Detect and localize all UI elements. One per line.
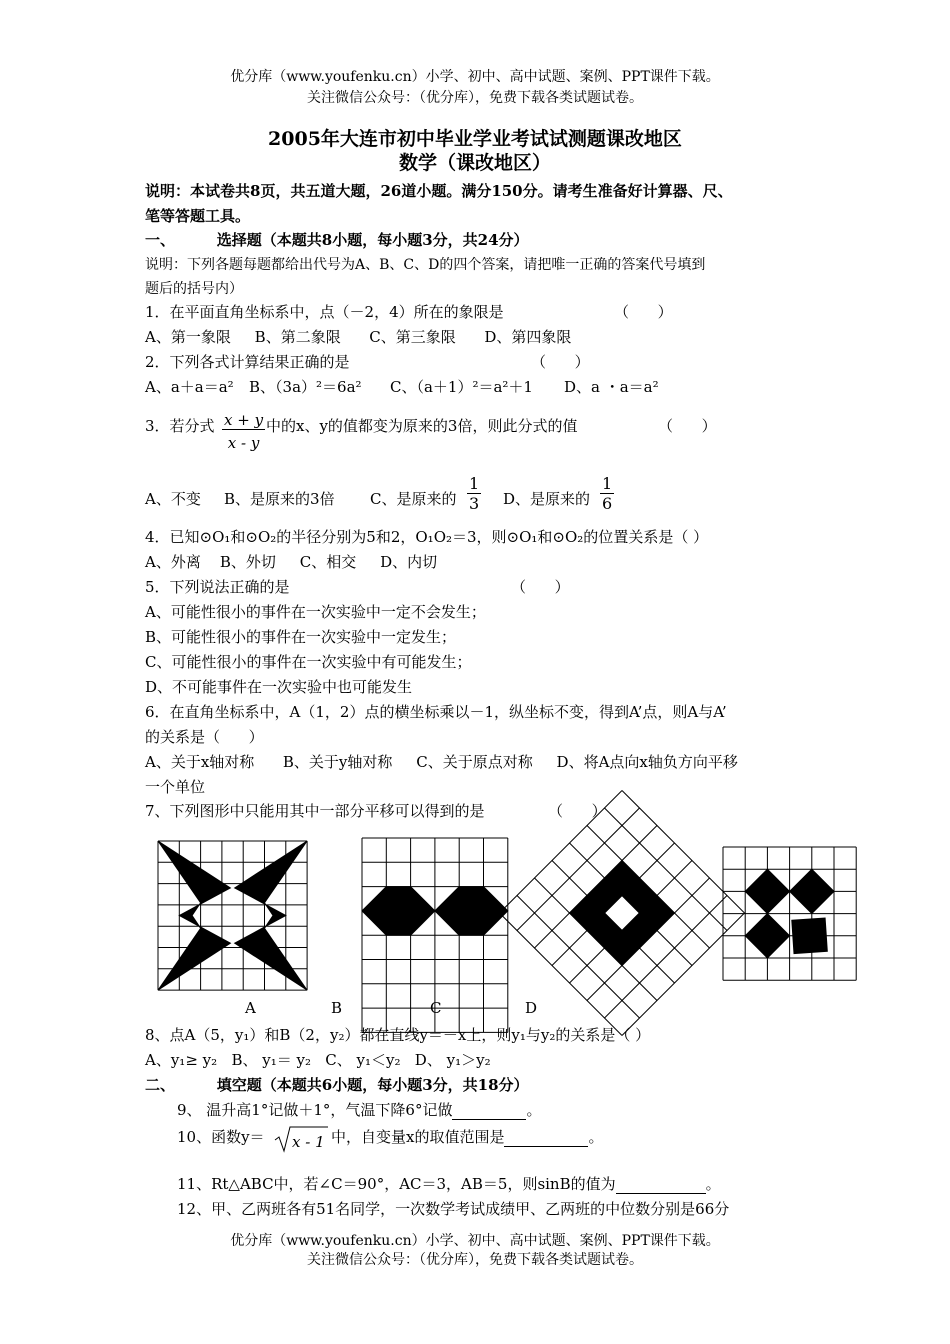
q5-answer-paren: （ ） [511, 578, 570, 596]
section-1-heading: 一、 选择题（本题共8小题，每小题3分，共24分） [145, 231, 529, 249]
q10-line [331, 1126, 603, 1147]
q10-answer-blank[interactable] [504, 1128, 588, 1147]
q11-end: 。 [705, 1175, 721, 1193]
figure-c-grid-line [622, 791, 745, 914]
figure-c-grid-line [570, 861, 693, 984]
figure-label-b: B [331, 999, 343, 1017]
figure-a [158, 841, 307, 990]
q5-option-c: C、可能性很小的事件在一次实验中有可能发生； [145, 653, 472, 671]
figure-c-grid-line [552, 843, 675, 966]
q3-option-a: A、不变 [145, 490, 201, 508]
q3-option-c-fraction [467, 474, 481, 513]
q7-answer-paren: （ ） [548, 802, 607, 820]
q7-stem: 7、下列图形中只能用其中一部分平移可以得到的是 [145, 802, 485, 820]
q9-line [177, 1099, 541, 1120]
header-line-2: 关注微信公众号：（优分库），免费下载各类试题试卷。 [307, 90, 643, 106]
q2-option-c: C、（a＋1）²＝a²＋1 [390, 378, 533, 396]
figure-c-grid-line [500, 913, 623, 1036]
q3-option-b: B、是原来的3倍 [224, 490, 335, 508]
figure-d [723, 847, 856, 980]
q3-stem-post: 中的x、y的值都变为原来的3倍，则此分式的值 [266, 417, 578, 435]
figure-c-grid-line [605, 808, 728, 931]
footer-line-2: 关注微信公众号：（优分库），免费下载各类试题试卷。 [307, 1252, 643, 1268]
page-subtitle: 数学（课改地区） [398, 152, 551, 174]
header-line-1: 优分库（www.youfenku.cn）小学、初中、高中试题、案例、PPT课件下载。 [230, 69, 720, 85]
q4-options: A、外离 B、外切 C、相交 D、内切 [145, 553, 438, 571]
q2-answer-paren: （ ） [531, 353, 590, 371]
q3-fraction-denominator: x - y [227, 434, 260, 452]
q4-stem: 4．已知⊙O₁和⊙O₂的半径分别为5和2，O₁O₂＝3，则⊙O₁和⊙O₂的位置关系是（ ） [145, 528, 709, 546]
figure-a-right-zigzag [235, 841, 307, 990]
figure-c-filled-cell [587, 878, 622, 913]
figure-c-grid-line [517, 808, 640, 931]
figure-c-filled-cell [622, 878, 657, 913]
figure-c-grid-line [587, 878, 710, 1001]
q2-option-a: A、a＋a＝a² [145, 378, 234, 396]
q2-option-d: D、a ・a＝a² [564, 378, 659, 396]
figure-c-filled-cell [587, 913, 622, 948]
q10-post: 中，自变量x的取值范围是 [331, 1128, 505, 1146]
figure-c-filled-cell [622, 913, 657, 948]
footer-line-1: 优分库（www.youfenku.cn）小学、初中、高中试题、案例、PPT课件下载。 [230, 1233, 720, 1249]
q3-option-c-numerator: 1 [469, 474, 480, 493]
q3-stem-pre: 3．若分式 [145, 417, 215, 435]
q2-stem: 2．下列各式计算结果正确的是 [145, 353, 350, 371]
figure-d-diamond-top-left [745, 869, 789, 913]
q5-option-d: D、不可能事件在一次实验中也可能发生 [145, 678, 413, 696]
figure-c-grid-line [535, 826, 658, 949]
q5-option-b: B、可能性很小的事件在一次实验中一定发生； [145, 628, 457, 646]
figure-c-filled-cell [605, 861, 640, 896]
figure-c-filled-cell [605, 931, 640, 966]
figure-d-diamond-bottom-left [745, 914, 789, 958]
q6-line-4: 一个单位 [145, 778, 206, 796]
q2-option-b: B、（3a）²＝6a² [249, 378, 362, 396]
q11-line [177, 1173, 721, 1194]
q3-option-d-denominator: 6 [602, 494, 613, 513]
section-1-note-2: 题后的括号内） [145, 281, 243, 297]
q6-line-1: 6．在直角坐标系中，A（1，2）点的横坐标乘以－1，纵坐标不变，得到A’点，则A与A’ [145, 703, 727, 721]
figure-d-diamond-top-right [790, 869, 834, 913]
q11-answer-blank[interactable] [616, 1175, 706, 1194]
q1-stem: 1．在平面直角坐标系中，点（－2，4）所在的象限是 [145, 303, 504, 321]
q3-option-d-fraction [600, 474, 614, 513]
q3-answer-paren: （ ） [658, 417, 717, 435]
figure-c-grid-line [535, 878, 658, 1001]
figure-c-grid-line [622, 913, 745, 1036]
q8-options: A、y₁≥ y₂ B、 y₁＝ y₂ C、 y₁＜y₂ D、 y₁＞y₂ [145, 1051, 491, 1069]
figure-c-grid-line [552, 861, 675, 984]
q3-option-c: C、是原来的 [370, 490, 457, 508]
q1-answer-paren: （ ） [614, 303, 673, 321]
intro-line-1: 说明：本试卷共8页，共五道大题，26道小题。满分150分。请考生准备好计算器、尺、 [145, 182, 733, 200]
section-2-heading: 二、 填空题（本题共6小题，每小题3分，共18分） [145, 1076, 529, 1094]
figure-label-c: C [430, 999, 442, 1017]
q6-line-2: 的关系是（ ） [145, 728, 264, 746]
q10-pre: 10、函数y＝ [177, 1128, 265, 1146]
q10-end: 。 [588, 1128, 604, 1146]
section-1-note-1: 说明：下列各题每题都给出代号为A、B、C、D的四个答案，请把唯一正确的答案代号填到 [145, 257, 706, 273]
q8-stem: 8、点A（5，y₁）和B（2，y₂）都在直线y＝－x上，则y₁与y₂的关系是（ ） [145, 1026, 651, 1044]
q3-option-d-numerator: 1 [602, 474, 613, 493]
intro-line-2: 笔等答题工具。 [145, 207, 251, 225]
q1-options: A、第一象限 B、第二象限 C、第三象限 D、第四象限 [145, 328, 572, 346]
q12-text: 12、甲、乙两班各有51名同学，一次数学考试成绩甲、乙两班的中位数分别是66分 [177, 1200, 730, 1218]
figure-c-filled-cell [640, 896, 675, 931]
page-title: 2005年大连市初中毕业学业考试试测题课改地区 [268, 128, 682, 150]
figure-label-a: A [245, 999, 256, 1017]
figure-c-grid-line [570, 843, 693, 966]
q3-option-c-denominator: 3 [469, 494, 480, 513]
figure-label-d: D [525, 999, 538, 1017]
q9-answer-blank[interactable] [452, 1101, 526, 1120]
q11-text: 11、Rt△ABC中，若∠C＝90°，AC＝3，AB＝5，则sinB的值为 [177, 1175, 616, 1193]
figure-c-grid-line [605, 896, 728, 1019]
q9-text: 9、 温升高1°记做＋1°，气温下降6°记做 [177, 1101, 453, 1119]
q9-end: 。 [526, 1101, 542, 1119]
figure-b-hexagon-right [435, 887, 508, 936]
q6-line-3: A、关于x轴对称 B、关于y轴对称 C、关于原点对称 D、将A点向x轴负方向平移 [145, 753, 738, 771]
q3-fraction [222, 411, 265, 452]
q3-option-d: D、是原来的 [503, 490, 591, 508]
figure-a-left-zigzag [158, 841, 230, 990]
figure-d-tilted-square [792, 918, 828, 954]
figure-b-hexagon-left [362, 887, 435, 936]
q10-radicand: x - 1 [292, 1133, 325, 1151]
q5-option-a: A、可能性很小的事件在一次实验中一定不会发生； [145, 603, 486, 621]
figure-c-grid-line [587, 826, 710, 949]
q5-stem: 5．下列说法正确的是 [145, 578, 290, 596]
q3-fraction-numerator: x + y [224, 411, 264, 429]
figure-c-filled-cell [570, 896, 605, 931]
